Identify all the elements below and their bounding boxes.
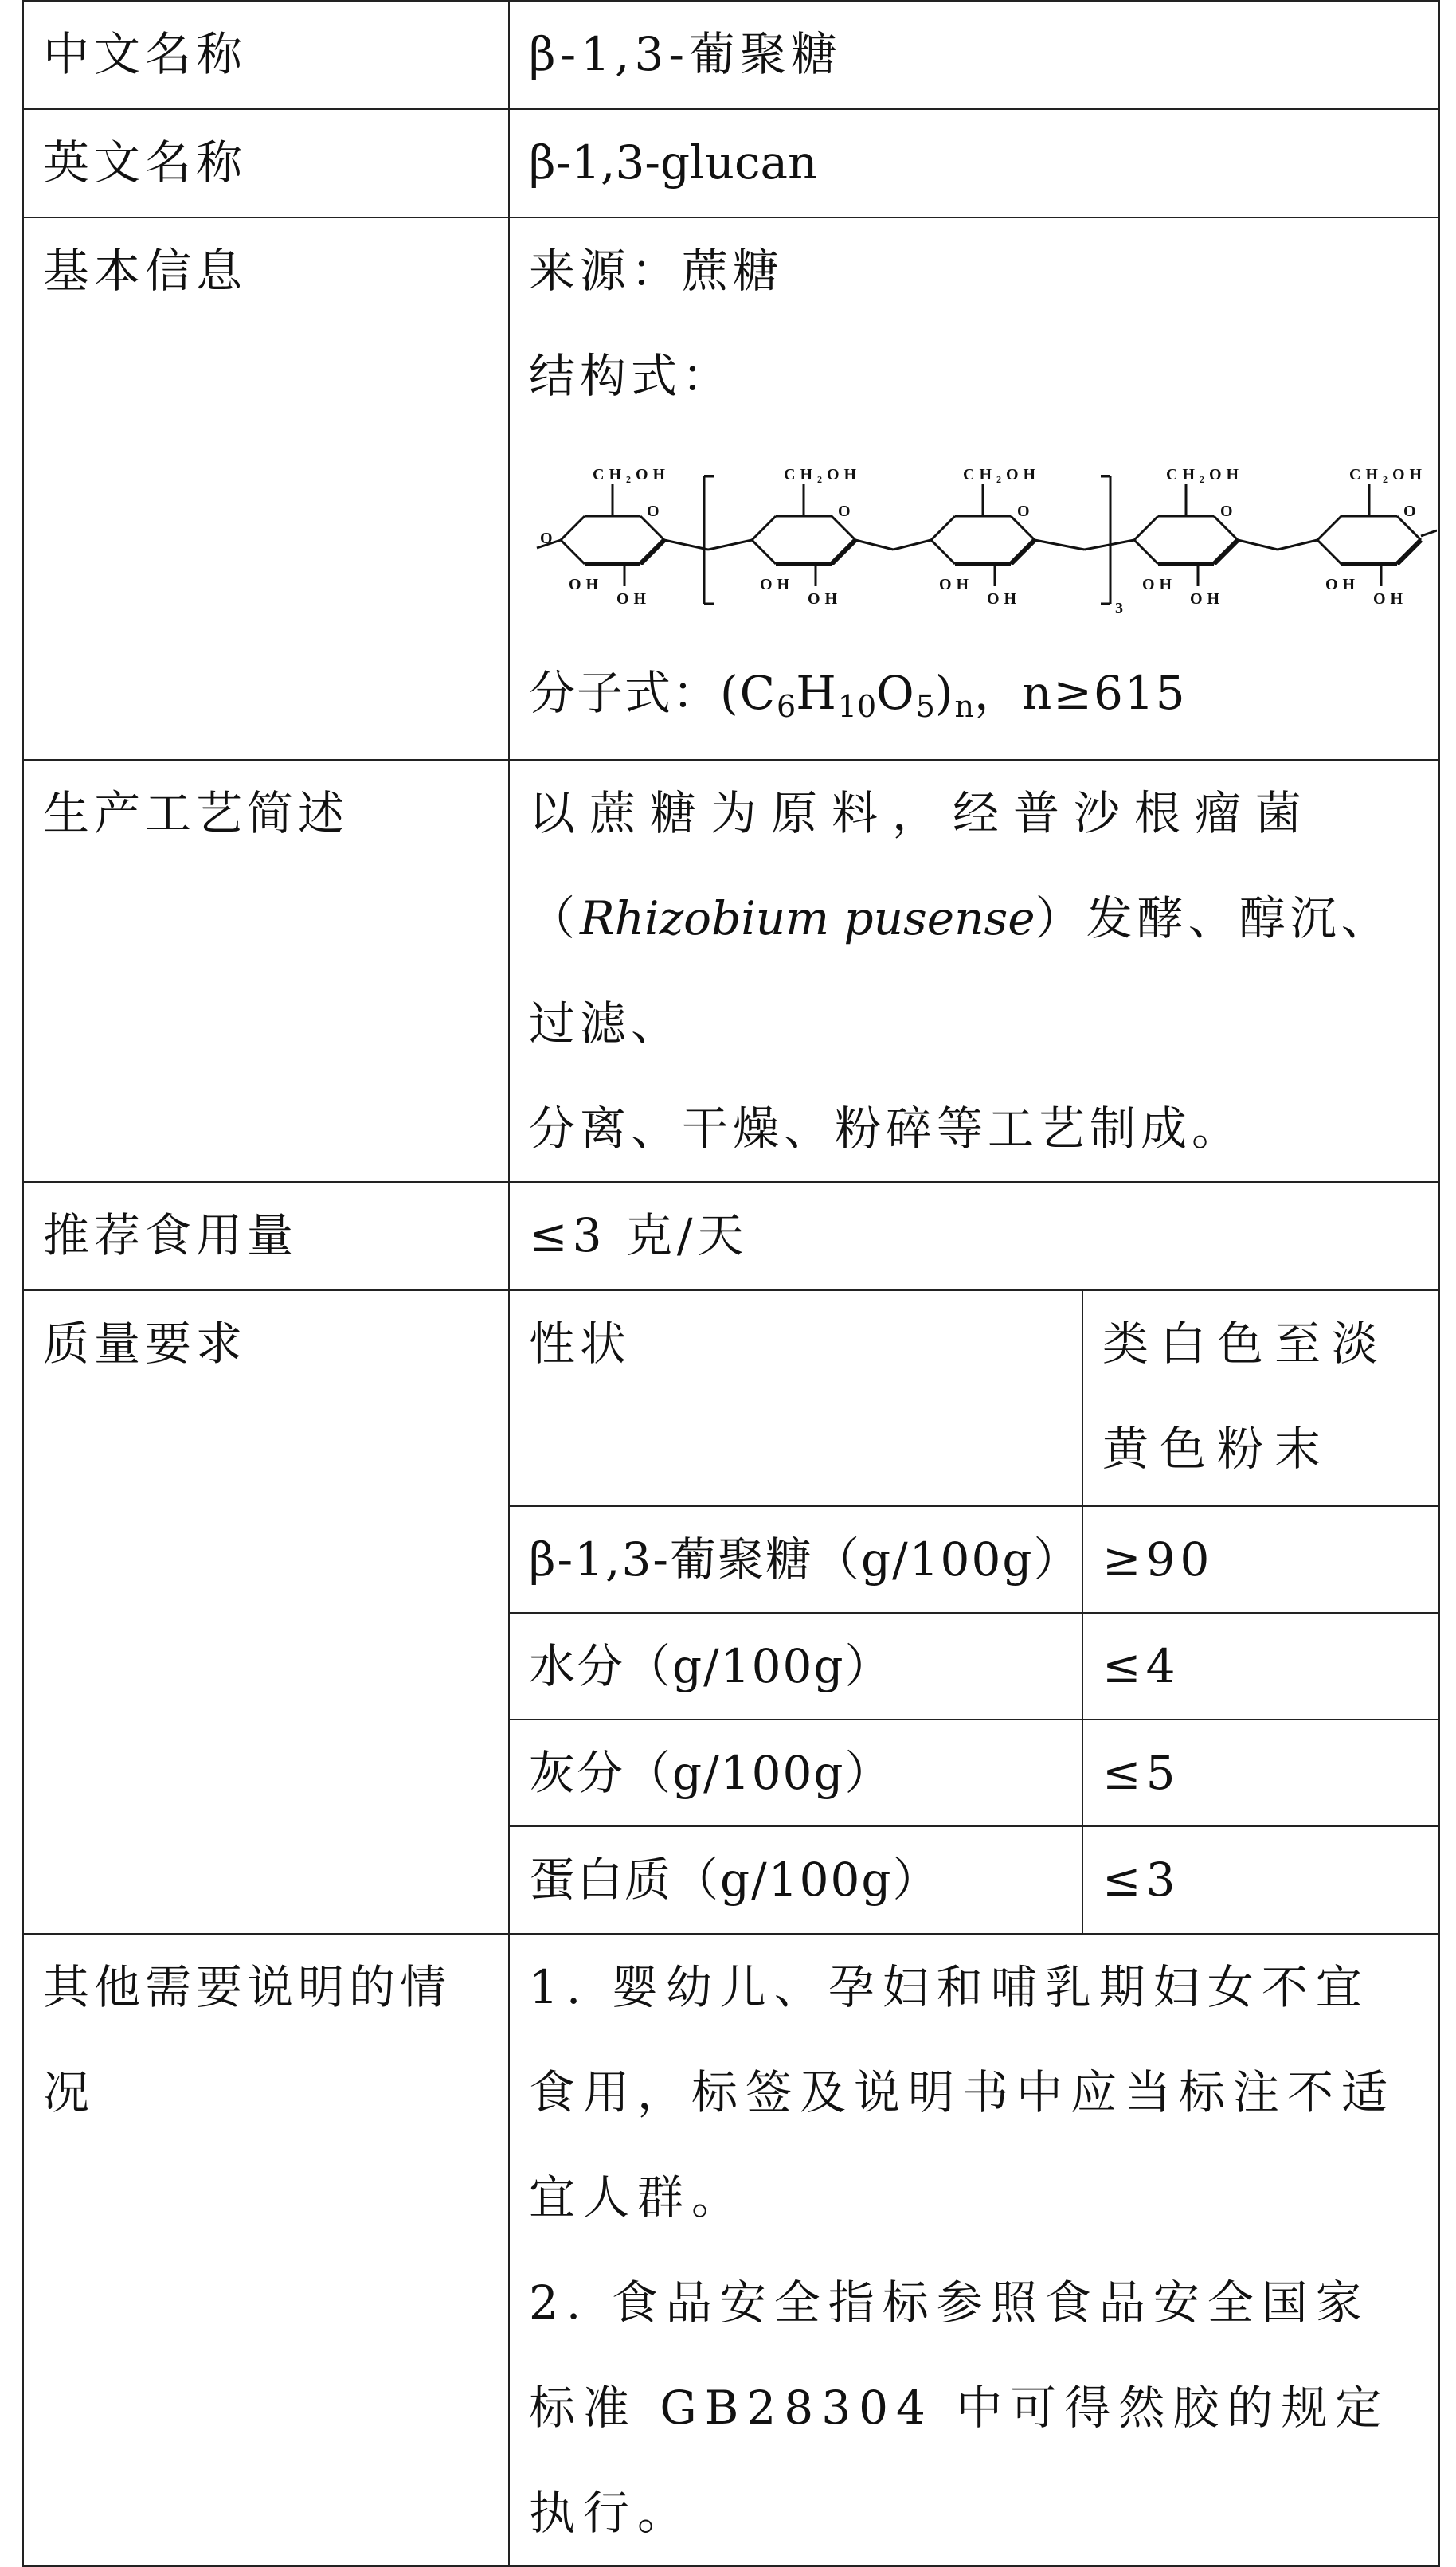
bond-line <box>708 540 752 550</box>
bond-line <box>1134 540 1158 564</box>
bond-line <box>1317 540 1341 564</box>
label-english-name: 英文名称 <box>23 109 509 217</box>
value-other <box>509 1934 1439 2566</box>
row-english-name <box>23 109 1439 217</box>
bond-line <box>752 540 776 564</box>
bond-line <box>640 540 664 564</box>
process-line-2: （Rhizobium pusense）发酵、醇沉、过滤、 <box>529 891 1392 1051</box>
ch2oh-label: CH₂OH <box>1349 466 1427 483</box>
quality-item-name: 性状 <box>510 1291 1082 1506</box>
quality-item-value: ≥90 <box>1082 1506 1438 1613</box>
bond-line <box>561 516 585 540</box>
process-line-3: 分离、干燥、粉碎等工艺制成。 <box>529 1102 1243 1156</box>
bond-line <box>1134 516 1158 540</box>
quality-item-name: 灰分（g/100g） <box>510 1720 1082 1826</box>
oh-label: OH <box>616 590 652 608</box>
bond-line <box>664 540 708 550</box>
ch2oh-label: CH₂OH <box>593 466 671 483</box>
ring-oxygen-label: O <box>838 503 855 520</box>
quality-subtable-cell <box>509 1290 1439 1934</box>
row-dosage <box>23 1182 1439 1290</box>
bond-line <box>1011 540 1035 564</box>
value-process <box>509 760 1439 1182</box>
value-dosage: ≤3 克/天 <box>509 1182 1439 1290</box>
other-note-2: 2. 食品安全指标参照食品安全国家标准 GB28304 中可得然胶的规定执行。 <box>529 2275 1390 2540</box>
quality-row <box>510 1613 1438 1720</box>
ring-oxygen-label: O <box>1220 503 1238 520</box>
quality-subtable <box>510 1291 1438 1933</box>
quality-row <box>510 1291 1438 1506</box>
quality-row <box>510 1720 1438 1826</box>
quality-item-name: 水分（g/100g） <box>510 1613 1082 1720</box>
value-english-name: β-1,3-glucan <box>509 109 1439 217</box>
label-dosage: 推荐食用量 <box>23 1182 509 1290</box>
oh-label: OH <box>808 590 843 608</box>
oh-label: OH <box>1373 590 1408 608</box>
quality-item-value: ≤4 <box>1082 1613 1438 1720</box>
spec-table <box>22 0 1440 2567</box>
bond-line <box>561 540 585 564</box>
label-chinese-name: 中文名称 <box>23 1 509 109</box>
bond-line <box>1397 540 1421 564</box>
molecular-formula: 分子式：$(C_6H_{10}O_5)_n$，n≥615 <box>529 666 1187 724</box>
bond-line <box>752 516 776 540</box>
bond-line <box>931 540 955 564</box>
source-line: 来源：蔗糖 <box>529 244 785 298</box>
oh-label: OH <box>1325 576 1360 593</box>
bond-line <box>1421 530 1437 536</box>
bond-line <box>1035 540 1085 550</box>
quality-item-name: β-1,3-葡聚糖（g/100g） <box>510 1506 1082 1613</box>
bond-line <box>1214 540 1238 564</box>
bond-line <box>894 540 932 550</box>
quality-item-value: ≤5 <box>1082 1720 1438 1826</box>
structural-formula-diagram <box>529 444 1437 636</box>
quality-item-name: 蛋白质（g/100g） <box>510 1826 1082 1933</box>
repeat-count-label: 3 <box>1115 600 1128 617</box>
quality-row <box>510 1826 1438 1933</box>
ring-oxygen-label: O <box>1017 503 1035 520</box>
other-note-1: 1. 婴幼儿、孕妇和哺乳期妇女不宜食用，标签及说明书中应当标注不适宜人群。 <box>529 1960 1396 2225</box>
quality-item-value: 类白色至淡黄色粉末 <box>1082 1291 1438 1506</box>
label-quality: 质量要求 <box>23 1290 509 1934</box>
row-chinese-name <box>23 1 1439 109</box>
oh-label: OH <box>987 590 1022 608</box>
ch2oh-label: CH₂OH <box>784 466 862 483</box>
row-quality <box>23 1290 1439 1934</box>
row-other <box>23 1934 1439 2566</box>
quality-item-value: ≤3 <box>1102 1853 1180 1907</box>
bond-line <box>931 516 955 540</box>
oh-label: OH <box>939 576 974 593</box>
oh-label: OH <box>1190 590 1225 608</box>
specification-document <box>22 0 1440 2567</box>
bond-line <box>1238 540 1278 550</box>
structure-label: 结构式： <box>529 349 734 403</box>
value-chinese-name: β-1,3-葡聚糖 <box>509 1 1439 109</box>
value-basic-info <box>509 217 1439 760</box>
row-basic-info <box>23 217 1439 760</box>
ch2oh-label: CH₂OH <box>963 466 1041 483</box>
terminal-oxygen-label: O <box>540 530 558 547</box>
bond-line <box>832 540 855 564</box>
bond-line <box>855 540 894 550</box>
label-basic-info: 基本信息 <box>23 217 509 760</box>
quality-row <box>510 1506 1438 1613</box>
ring-oxygen-label: O <box>647 503 664 520</box>
oh-label: OH <box>569 576 604 593</box>
oh-label: OH <box>1142 576 1177 593</box>
label-other: 其他需要说明的情况 <box>23 1934 509 2566</box>
row-process <box>23 760 1439 1182</box>
oh-label: OH <box>760 576 795 593</box>
label-process: 生产工艺简述 <box>23 760 509 1182</box>
bond-line <box>1278 540 1317 550</box>
bond-line <box>1317 516 1341 540</box>
ch2oh-label: CH₂OH <box>1166 466 1244 483</box>
process-line-1: 以蔗糖为原料，经普沙根瘤菌 <box>529 786 1317 840</box>
ring-oxygen-label: O <box>1403 503 1421 520</box>
